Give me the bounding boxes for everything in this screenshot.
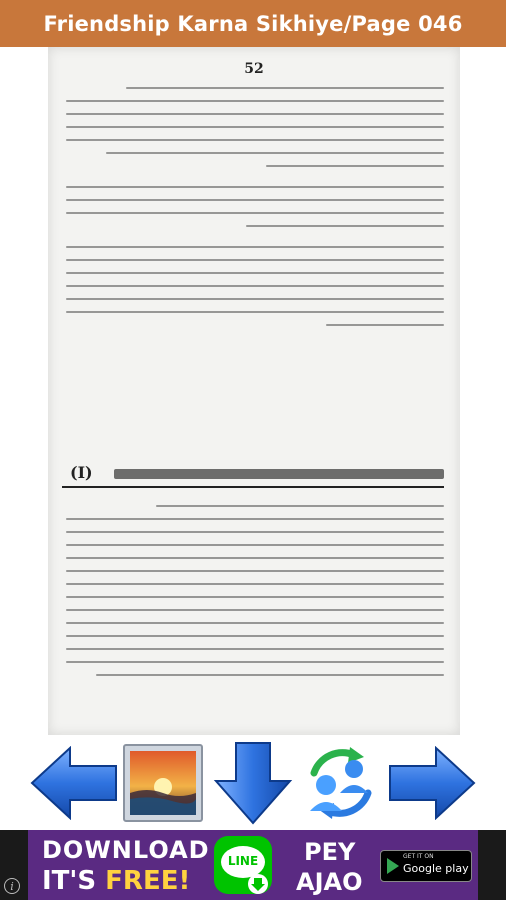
store-small-text: GET IT ON	[403, 853, 434, 860]
next-page-button[interactable]	[388, 741, 476, 825]
page-title: Friendship Karna Sikhiye/Page 046	[43, 11, 463, 36]
ad-info-icon[interactable]: i	[4, 878, 20, 894]
down-arrow-icon	[212, 741, 294, 825]
people-sync-icon	[298, 743, 384, 823]
scanned-page-image	[48, 47, 460, 735]
section-heading-number: (I)	[70, 463, 93, 482]
store-name-text: Google play	[403, 862, 469, 875]
page-text-block-2	[66, 505, 444, 687]
share-button[interactable]	[298, 741, 384, 825]
play-triangle-icon	[387, 858, 399, 874]
bottom-navigation	[0, 735, 506, 830]
ad-free-line	[42, 866, 190, 896]
page-viewer[interactable]	[0, 47, 506, 735]
sunset-picture-icon	[122, 743, 204, 823]
page-text-block-1	[66, 87, 444, 337]
google-play-badge[interactable]	[380, 850, 472, 882]
page-number: 52	[244, 61, 264, 77]
download-button[interactable]	[212, 741, 294, 825]
ad-download-text: DOWNLOAD	[42, 836, 210, 864]
title-bar	[0, 0, 506, 47]
ad-free-text: FREE!	[105, 866, 191, 896]
gallery-button[interactable]	[122, 741, 204, 825]
previous-page-button[interactable]	[30, 741, 118, 825]
left-arrow-icon	[30, 746, 118, 820]
ad-banner-container	[0, 830, 506, 900]
line-app-logo	[214, 836, 272, 894]
ad-its-text: IT'S	[42, 866, 106, 896]
line-logo-text: LINE	[227, 854, 259, 868]
ad-banner[interactable]	[28, 830, 478, 900]
section-heading	[62, 463, 444, 489]
ad-pey-text: PEY	[304, 838, 356, 866]
right-arrow-icon	[388, 746, 476, 820]
ad-ajao-text: AJAO	[296, 868, 363, 896]
